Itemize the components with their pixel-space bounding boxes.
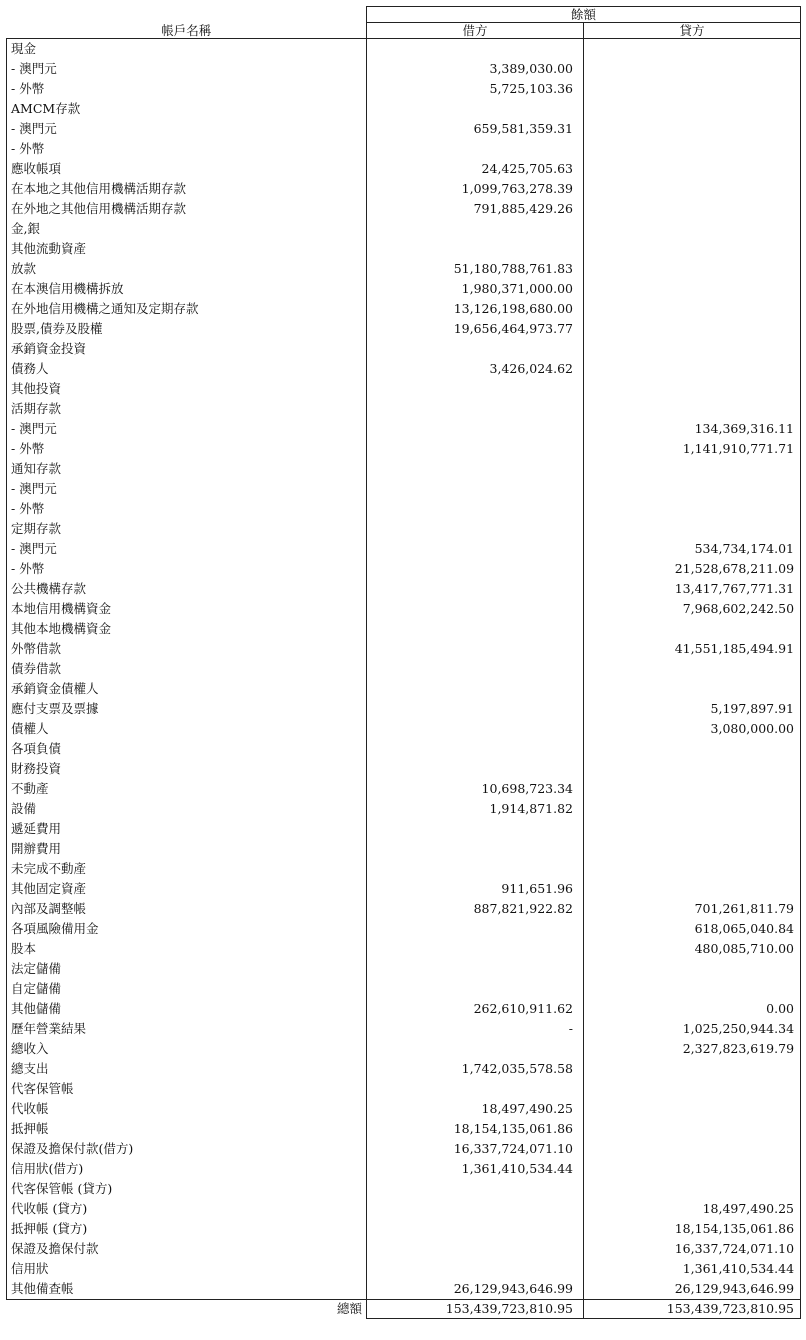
debit-cell (367, 839, 584, 859)
account-name-cell: 代收帳 (7, 1099, 367, 1119)
table-row (7, 339, 801, 359)
debit-cell (367, 759, 584, 779)
credit-cell (584, 119, 801, 139)
account-name-cell: 代客保管帳 (貸方) (7, 1179, 367, 1199)
table-row (7, 999, 801, 1019)
account-name-cell: 總收入 (7, 1039, 367, 1059)
balance-header: 餘額 (367, 7, 801, 23)
table-row (7, 699, 801, 719)
account-name-cell: 開辦費用 (7, 839, 367, 859)
table-row (7, 519, 801, 539)
table-row (7, 739, 801, 759)
credit-cell (584, 219, 801, 239)
debit-cell: 18,154,135,061.86 (367, 1119, 584, 1139)
table-row (7, 1039, 801, 1059)
debit-cell: 791,885,429.26 (367, 199, 584, 219)
table-row (7, 1279, 801, 1300)
account-name-cell: 債券借款 (7, 659, 367, 679)
debit-cell (367, 919, 584, 939)
debit-cell (367, 1199, 584, 1219)
debit-cell (367, 939, 584, 959)
table-row (7, 1199, 801, 1219)
debit-cell (367, 1079, 584, 1099)
table-row (7, 639, 801, 659)
account-name-cell: 現金 (7, 39, 367, 60)
debit-cell: 18,497,490.25 (367, 1099, 584, 1119)
debit-cell (367, 699, 584, 719)
header-blank-cell (7, 7, 367, 23)
account-name-cell: - 澳門元 (7, 59, 367, 79)
debit-cell (367, 239, 584, 259)
total-debit: 153,439,723,810.95 (367, 1300, 584, 1319)
credit-cell: 41,551,185,494.91 (584, 639, 801, 659)
debit-cell: 659,581,359.31 (367, 119, 584, 139)
debit-cell (367, 1179, 584, 1199)
debit-cell (367, 499, 584, 519)
account-name-cell: 法定儲備 (7, 959, 367, 979)
account-name-cell: 內部及調整帳 (7, 899, 367, 919)
debit-cell (367, 959, 584, 979)
table-row (7, 379, 801, 399)
table-row (7, 559, 801, 579)
debit-cell: 3,426,024.62 (367, 359, 584, 379)
table-row (7, 459, 801, 479)
table-row (7, 499, 801, 519)
credit-cell: 618,065,040.84 (584, 919, 801, 939)
account-name-cell: 應收帳項 (7, 159, 367, 179)
account-name-cell: 在外地信用機構之通知及定期存款 (7, 299, 367, 319)
credit-cell: 2,327,823,619.79 (584, 1039, 801, 1059)
table-row (7, 899, 801, 919)
account-name-cell: 本地信用機構資金 (7, 599, 367, 619)
account-rows (7, 39, 801, 1300)
credit-cell: 18,497,490.25 (584, 1199, 801, 1219)
debit-cell (367, 819, 584, 839)
account-name-cell: 活期存款 (7, 399, 367, 419)
account-name-cell: 設備 (7, 799, 367, 819)
debit-cell: 13,126,198,680.00 (367, 299, 584, 319)
account-name-cell: 財務投資 (7, 759, 367, 779)
debit-cell (367, 519, 584, 539)
account-name-cell: 自定儲備 (7, 979, 367, 999)
account-name-cell: - 澳門元 (7, 419, 367, 439)
credit-cell (584, 1099, 801, 1119)
table-row (7, 819, 801, 839)
debit-cell (367, 399, 584, 419)
table-row (7, 279, 801, 299)
table-row (7, 479, 801, 499)
debit-cell (367, 539, 584, 559)
debit-cell: 16,337,724,071.10 (367, 1139, 584, 1159)
account-name-cell: 抵押帳 (7, 1119, 367, 1139)
credit-cell (584, 279, 801, 299)
credit-cell (584, 139, 801, 159)
account-name-header: 帳戶名稱 (7, 23, 367, 39)
table-row (7, 719, 801, 739)
account-name-cell: 承銷資金債權人 (7, 679, 367, 699)
table-row (7, 359, 801, 379)
account-name-cell: 在外地之其他信用機構活期存款 (7, 199, 367, 219)
account-name-cell: - 外幣 (7, 139, 367, 159)
table-row (7, 1059, 801, 1079)
debit-cell (367, 719, 584, 739)
debit-cell (367, 219, 584, 239)
credit-cell (584, 799, 801, 819)
credit-cell (584, 759, 801, 779)
credit-cell: 7,968,602,242.50 (584, 599, 801, 619)
credit-cell (584, 199, 801, 219)
table-row (7, 1159, 801, 1179)
account-name-cell: 信用狀(借方) (7, 1159, 367, 1179)
table-row (7, 659, 801, 679)
debit-cell (367, 99, 584, 119)
credit-cell (584, 479, 801, 499)
table-row (7, 319, 801, 339)
table-row (7, 1019, 801, 1039)
account-name-cell: - 澳門元 (7, 539, 367, 559)
account-name-cell: 債權人 (7, 719, 367, 739)
account-name-cell: - 外幣 (7, 79, 367, 99)
account-name-cell: 金,銀 (7, 219, 367, 239)
debit-cell (367, 979, 584, 999)
account-name-cell: 保證及擔保付款 (7, 1239, 367, 1259)
account-name-cell: - 外幣 (7, 499, 367, 519)
account-name-cell: 抵押帳 (貸方) (7, 1219, 367, 1239)
table-row (7, 939, 801, 959)
credit-cell: 26,129,943,646.99 (584, 1279, 801, 1300)
debit-cell: 26,129,943,646.99 (367, 1279, 584, 1300)
account-name-cell: 公共機構存款 (7, 579, 367, 599)
credit-cell (584, 159, 801, 179)
account-name-cell: 不動產 (7, 779, 367, 799)
table-row (7, 839, 801, 859)
account-name-cell: 通知存款 (7, 459, 367, 479)
credit-cell (584, 959, 801, 979)
table-row (7, 419, 801, 439)
credit-cell (584, 339, 801, 359)
total-label: 總額 (336, 1301, 362, 1317)
table-row (7, 1219, 801, 1239)
table-row (7, 139, 801, 159)
credit-cell: 1,361,410,534.44 (584, 1259, 801, 1279)
table-row (7, 179, 801, 199)
table-row (7, 99, 801, 119)
table-row (7, 1079, 801, 1099)
debit-cell (367, 39, 584, 60)
account-name-cell: 承銷資金投資 (7, 339, 367, 359)
debit-cell: 1,099,763,278.39 (367, 179, 584, 199)
table-row (7, 979, 801, 999)
table-row (7, 879, 801, 899)
account-name-cell: 股本 (7, 939, 367, 959)
credit-cell (584, 399, 801, 419)
credit-cell: 480,085,710.00 (584, 939, 801, 959)
account-name-cell: 歷年營業結果 (7, 1019, 367, 1039)
account-name-cell: 其他本地機構資金 (7, 619, 367, 639)
debit-cell (367, 1219, 584, 1239)
account-name-cell: 股票,債券及股權 (7, 319, 367, 339)
table-row (7, 239, 801, 259)
credit-cell (584, 739, 801, 759)
credit-cell (584, 1139, 801, 1159)
debit-cell (367, 439, 584, 459)
table-row (7, 119, 801, 139)
credit-cell (584, 99, 801, 119)
credit-cell (584, 39, 801, 60)
debit-cell (367, 659, 584, 679)
credit-cell: 534,734,174.01 (584, 539, 801, 559)
debit-cell (367, 1239, 584, 1259)
table-row (7, 1139, 801, 1159)
debit-cell: 1,742,035,578.58 (367, 1059, 584, 1079)
credit-cell (584, 979, 801, 999)
table-row (7, 759, 801, 779)
debit-cell (367, 619, 584, 639)
table-row (7, 439, 801, 459)
table-row (7, 539, 801, 559)
credit-cell (584, 79, 801, 99)
table-row (7, 159, 801, 179)
total-row (7, 1300, 801, 1319)
credit-cell: 1,141,910,771.71 (584, 439, 801, 459)
credit-cell (584, 879, 801, 899)
credit-cell (584, 299, 801, 319)
account-name-cell: - 外幣 (7, 439, 367, 459)
credit-cell (584, 519, 801, 539)
account-name-cell: 代收帳 (貸方) (7, 1199, 367, 1219)
credit-cell (584, 679, 801, 699)
account-name-cell: 總支出 (7, 1059, 367, 1079)
table-row (7, 799, 801, 819)
account-name-cell: 各項風險備用金 (7, 919, 367, 939)
account-name-cell: 債務人 (7, 359, 367, 379)
table-row (7, 679, 801, 699)
account-name-cell: 其他備查帳 (7, 1279, 367, 1300)
debit-cell: 887,821,922.82 (367, 899, 584, 919)
account-name-cell: 放款 (7, 259, 367, 279)
account-name-cell: 外幣借款 (7, 639, 367, 659)
table-row (7, 219, 801, 239)
debit-cell (367, 419, 584, 439)
account-name-cell: - 澳門元 (7, 479, 367, 499)
table-row (7, 1179, 801, 1199)
debit-cell: 1,361,410,534.44 (367, 1159, 584, 1179)
credit-cell: 0.00 (584, 999, 801, 1019)
table-row (7, 79, 801, 99)
credit-cell: 13,417,767,771.31 (584, 579, 801, 599)
account-name-cell: 其他流動資產 (7, 239, 367, 259)
debit-cell: 3,389,030.00 (367, 59, 584, 79)
credit-cell (584, 1079, 801, 1099)
table-row (7, 1239, 801, 1259)
table-row (7, 619, 801, 639)
credit-cell (584, 259, 801, 279)
account-name-cell: 其他儲備 (7, 999, 367, 1019)
credit-cell: 134,369,316.11 (584, 419, 801, 439)
account-name-cell: - 澳門元 (7, 119, 367, 139)
account-name-cell: 在本地之其他信用機構活期存款 (7, 179, 367, 199)
credit-cell (584, 839, 801, 859)
debit-cell: 911,651.96 (367, 879, 584, 899)
table-row (7, 399, 801, 419)
credit-cell: 16,337,724,071.10 (584, 1239, 801, 1259)
table-row (7, 779, 801, 799)
debit-cell (367, 1039, 584, 1059)
debit-cell (367, 599, 584, 619)
table-row (7, 959, 801, 979)
credit-cell (584, 1119, 801, 1139)
debit-cell (367, 139, 584, 159)
header-row-balance (7, 7, 801, 23)
table-row (7, 59, 801, 79)
credit-cell (584, 1179, 801, 1199)
account-name-cell: 信用狀 (7, 1259, 367, 1279)
debit-cell (367, 579, 584, 599)
debit-cell: 262,610,911.62 (367, 999, 584, 1019)
credit-cell: 3,080,000.00 (584, 719, 801, 739)
debit-cell: 1,980,371,000.00 (367, 279, 584, 299)
credit-cell: 1,025,250,944.34 (584, 1019, 801, 1039)
account-name-cell: 定期存款 (7, 519, 367, 539)
account-name-cell: 代客保管帳 (7, 1079, 367, 1099)
credit-header: 貸方 (584, 23, 801, 39)
table-row (7, 299, 801, 319)
account-name-cell: 遞延費用 (7, 819, 367, 839)
credit-cell (584, 1059, 801, 1079)
debit-cell (367, 339, 584, 359)
account-name-cell: 未完成不動產 (7, 859, 367, 879)
credit-cell (584, 59, 801, 79)
account-name-cell: 保證及擔保付款(借方) (7, 1139, 367, 1159)
debit-cell: 19,656,464,973.77 (367, 319, 584, 339)
debit-cell (367, 559, 584, 579)
credit-cell: 18,154,135,061.86 (584, 1219, 801, 1239)
table-row (7, 919, 801, 939)
trial-balance-sheet (6, 6, 800, 1319)
debit-cell (367, 639, 584, 659)
credit-cell (584, 499, 801, 519)
credit-cell: 21,528,678,211.09 (584, 559, 801, 579)
account-name-cell: AMCM存款 (7, 99, 367, 119)
credit-cell (584, 859, 801, 879)
credit-cell (584, 619, 801, 639)
table-row (7, 1119, 801, 1139)
account-name-cell: 在本澳信用機構拆放 (7, 279, 367, 299)
total-credit: 153,439,723,810.95 (584, 1300, 801, 1319)
table-row (7, 859, 801, 879)
debit-cell (367, 379, 584, 399)
account-name-cell: 其他投資 (7, 379, 367, 399)
credit-cell (584, 779, 801, 799)
debit-cell (367, 679, 584, 699)
debit-cell: 5,725,103.36 (367, 79, 584, 99)
debit-cell (367, 859, 584, 879)
debit-cell: 24,425,705.63 (367, 159, 584, 179)
table-row (7, 259, 801, 279)
credit-cell (584, 239, 801, 259)
credit-cell (584, 359, 801, 379)
debit-cell (367, 1259, 584, 1279)
credit-cell (584, 1159, 801, 1179)
debit-cell (367, 479, 584, 499)
table-row (7, 39, 801, 60)
account-name-cell: 應付支票及票據 (7, 699, 367, 719)
credit-cell: 5,197,897.91 (584, 699, 801, 719)
credit-cell (584, 379, 801, 399)
table-row (7, 599, 801, 619)
credit-cell (584, 659, 801, 679)
debit-cell: 1,914,871.82 (367, 799, 584, 819)
credit-cell (584, 179, 801, 199)
trial-balance-table (6, 6, 801, 1319)
account-name-cell: - 外幣 (7, 559, 367, 579)
table-row (7, 1099, 801, 1119)
account-name-cell: 其他固定資產 (7, 879, 367, 899)
account-name-cell: 各項負債 (7, 739, 367, 759)
credit-cell (584, 819, 801, 839)
table-row (7, 199, 801, 219)
debit-header: 借方 (367, 23, 584, 39)
table-row (7, 579, 801, 599)
credit-cell (584, 319, 801, 339)
header-row-columns (7, 23, 801, 39)
debit-cell (367, 459, 584, 479)
credit-cell (584, 459, 801, 479)
credit-cell: 701,261,811.79 (584, 899, 801, 919)
table-row (7, 1259, 801, 1279)
debit-cell: 51,180,788,761.83 (367, 259, 584, 279)
debit-cell: - (367, 1019, 584, 1039)
debit-cell: 10,698,723.34 (367, 779, 584, 799)
debit-cell (367, 739, 584, 759)
